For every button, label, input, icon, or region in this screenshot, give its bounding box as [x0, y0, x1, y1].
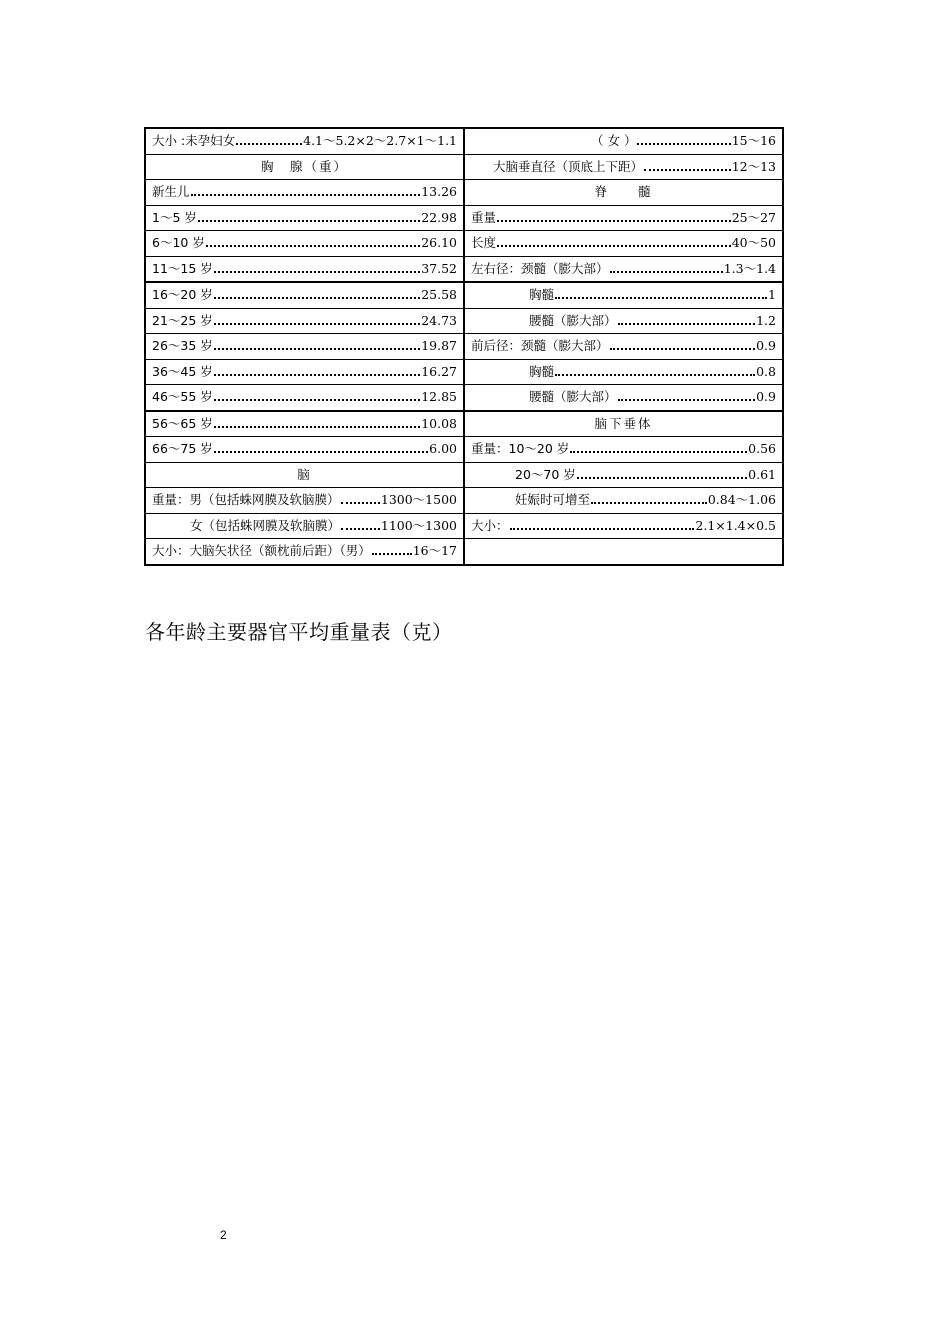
item-value: 25.58 [421, 287, 457, 302]
item-label: 26～35 岁 [152, 338, 213, 353]
table-cell-right [464, 154, 782, 180]
item-label: 新生儿 [152, 184, 190, 199]
item-value: 0.9 [756, 338, 776, 353]
table-cell-left [146, 205, 464, 231]
dot-leader [555, 374, 755, 376]
dot-leader [555, 297, 767, 299]
table-cell-right [464, 282, 782, 308]
cell-content [152, 257, 457, 282]
item-value: 1300～1500 [380, 492, 457, 507]
item-value: 2.1×1.4×0.5 [695, 517, 776, 533]
table-cell-left [146, 129, 464, 154]
dot-leader [618, 399, 756, 401]
item-label: （ 女 ） [591, 133, 637, 148]
cell-content [152, 206, 457, 231]
item-value: 16.27 [421, 363, 457, 379]
cell-content [152, 463, 457, 488]
table-row [146, 385, 782, 411]
cell-content [152, 129, 457, 154]
item-value: 40～50 [731, 235, 776, 250]
table-cell-right [464, 231, 782, 257]
table-row [146, 539, 782, 564]
item-label: 1～5 岁 [152, 209, 197, 225]
cell-content [471, 539, 776, 564]
item-value: 4.1～5.2×2～2.7×1～1.1 [303, 133, 457, 148]
cell-content [152, 231, 457, 256]
cell-content [471, 309, 776, 334]
table-cell-right [464, 129, 782, 154]
organ-table-body [146, 129, 782, 564]
dot-leader [497, 220, 731, 222]
table-cell-right [464, 180, 782, 206]
cell-content [471, 231, 776, 256]
item-label: 长度 [471, 235, 497, 250]
organ-weight-table [144, 127, 784, 566]
table-cell-left [146, 539, 464, 564]
table-row [146, 411, 782, 437]
dot-leader [214, 271, 420, 273]
item-label: 36～45 岁 [152, 363, 213, 379]
table-cell-left [146, 256, 464, 282]
item-label: 妊娠时可增至 [515, 492, 591, 507]
table-row [146, 154, 782, 180]
dot-leader [214, 399, 420, 401]
item-value: 1100～1300 [380, 517, 457, 533]
item-label: 女（包括蛛网膜及软脑膜） [190, 517, 341, 533]
item-value: 10.08 [421, 415, 457, 431]
dot-leader [372, 553, 412, 555]
item-label: 重量：男（包括蛛网膜及软脑膜） [152, 492, 340, 507]
item-label: 大小：大脑矢状径（额枕前后距）（男） [152, 543, 371, 558]
table-cell-left [146, 385, 464, 411]
dot-leader [198, 220, 420, 222]
cell-content [471, 129, 776, 154]
dot-leader [214, 323, 420, 325]
item-value: 12.85 [421, 389, 457, 404]
dot-leader [191, 194, 421, 196]
cell-content [471, 385, 776, 410]
item-label: 左右径：颈髓（膨大部） [471, 260, 609, 276]
section-heading: 脊 髓 [594, 184, 653, 199]
item-label: 大脑垂直径（顶底上下距） [493, 158, 644, 174]
cell-content [471, 412, 776, 437]
item-label: 大小： [471, 517, 509, 533]
item-label: 46～55 岁 [152, 389, 213, 404]
table-row [146, 205, 782, 231]
item-value: 1.3～1.4 [723, 260, 776, 276]
cell-content [471, 360, 776, 385]
cell-content [152, 360, 457, 385]
table-row [146, 334, 782, 360]
cell-content [471, 488, 776, 513]
dot-leader [214, 426, 420, 428]
table-row [146, 462, 782, 488]
dot-leader [341, 528, 380, 530]
cell-content [471, 180, 776, 205]
item-label: 前后径：颈髓（膨大部） [471, 338, 609, 353]
table-cell-right [464, 539, 782, 564]
cell-content [471, 283, 776, 308]
table-cell-left [146, 359, 464, 385]
item-label: 6～10 岁 [152, 235, 205, 250]
dot-leader [214, 451, 428, 453]
item-value: 6.00 [429, 441, 457, 456]
table-cell-right [464, 462, 782, 488]
table-cell-left [146, 437, 464, 463]
item-label: 胸髓 [529, 287, 555, 302]
cell-content [471, 514, 776, 539]
table-row [146, 308, 782, 334]
item-label: 11～15 岁 [152, 260, 213, 276]
item-label: 20～70 岁 [515, 466, 576, 482]
cell-content [152, 514, 457, 539]
dot-leader [644, 169, 731, 171]
item-label: 16～20 岁 [152, 287, 213, 302]
table-cell-right [464, 334, 782, 360]
cell-content [152, 309, 457, 334]
table-row [146, 488, 782, 514]
cell-content [471, 334, 776, 359]
item-value: 19.87 [421, 338, 457, 353]
section-heading: 胸 腺（重） [260, 158, 348, 174]
table-cell-right [464, 359, 782, 385]
table-cell-left [146, 282, 464, 308]
item-value: 0.61 [748, 466, 776, 482]
dot-leader [214, 374, 420, 376]
item-value: 12～13 [731, 158, 776, 174]
dot-leader [591, 502, 707, 504]
table-cell-right [464, 437, 782, 463]
dot-leader [637, 143, 730, 145]
cell-content [152, 180, 457, 205]
cell-content [152, 412, 457, 437]
item-value: 16～17 [412, 543, 457, 558]
section-heading: 脑 [297, 466, 312, 482]
table-cell-left [146, 180, 464, 206]
cell-content [471, 463, 776, 488]
dot-leader [214, 297, 420, 299]
table-row [146, 282, 782, 308]
item-label: 66～75 岁 [152, 441, 213, 456]
item-value: 0.8 [756, 363, 776, 379]
cell-content [152, 155, 457, 180]
table-cell-right [464, 488, 782, 514]
dot-leader [214, 348, 420, 350]
item-label: 胸髓 [529, 363, 555, 379]
item-value: 24.73 [421, 312, 457, 328]
item-value: 37.52 [421, 260, 457, 276]
cell-content [152, 539, 457, 564]
table-cell-left [146, 334, 464, 360]
item-label: 大小 :未孕妇女 [152, 133, 236, 148]
cell-content [152, 437, 457, 462]
table-row [146, 256, 782, 282]
table-cell-left [146, 411, 464, 437]
table-cell-right [464, 385, 782, 411]
dot-leader [610, 271, 723, 273]
cell-content [471, 437, 776, 462]
table-row [146, 129, 782, 154]
dot-leader [618, 323, 756, 325]
table-cell-right [464, 411, 782, 437]
dot-leader [497, 245, 731, 247]
item-label: 腰髓（膨大部） [529, 312, 617, 328]
table-cell-left [146, 154, 464, 180]
table-cell-left [146, 308, 464, 334]
table-row [146, 437, 782, 463]
item-value: 0.84～1.06 [707, 492, 776, 507]
table-row [146, 231, 782, 257]
table-caption: 各年龄主要器官平均重量表（克） [145, 620, 453, 644]
table-cell-right [464, 205, 782, 231]
table-row [146, 359, 782, 385]
table-cell-left [146, 231, 464, 257]
table-row [146, 180, 782, 206]
cell-content [471, 257, 776, 282]
cell-content [152, 283, 457, 308]
item-value: 25～27 [731, 209, 776, 225]
dot-leader [341, 502, 380, 504]
item-value: 22.98 [421, 209, 457, 225]
cell-content [471, 155, 776, 180]
item-value: 15～16 [731, 133, 776, 148]
table-cell-left [146, 462, 464, 488]
cell-content [152, 385, 457, 410]
item-label: 21～25 岁 [152, 312, 213, 328]
item-value: 13.26 [421, 184, 457, 199]
cell-content [152, 334, 457, 359]
item-value: 0.56 [748, 441, 776, 456]
dot-leader [236, 143, 302, 145]
item-label: 腰髓（膨大部） [529, 389, 617, 404]
table-row [146, 513, 782, 539]
cell-content [471, 206, 776, 231]
table-cell-right [464, 256, 782, 282]
section-heading: 脑下垂体 [594, 415, 653, 431]
cell-content [152, 488, 457, 513]
item-label: 56～65 岁 [152, 415, 213, 431]
dot-leader [577, 477, 747, 479]
table-cell-right [464, 308, 782, 334]
dot-leader [610, 348, 756, 350]
item-value: 26.10 [421, 235, 457, 250]
page-number: 2 [220, 1228, 227, 1242]
item-label: 重量：10～20 岁 [471, 441, 570, 456]
table-cell-right [464, 513, 782, 539]
item-value: 1 [768, 287, 776, 302]
dot-leader [206, 245, 420, 247]
item-value: 1.2 [756, 312, 776, 328]
item-label: 重量 [471, 209, 497, 225]
item-value: 0.9 [756, 389, 776, 404]
dot-leader [570, 451, 747, 453]
table-cell-left [146, 513, 464, 539]
dot-leader [510, 528, 695, 530]
table-cell-left [146, 488, 464, 514]
